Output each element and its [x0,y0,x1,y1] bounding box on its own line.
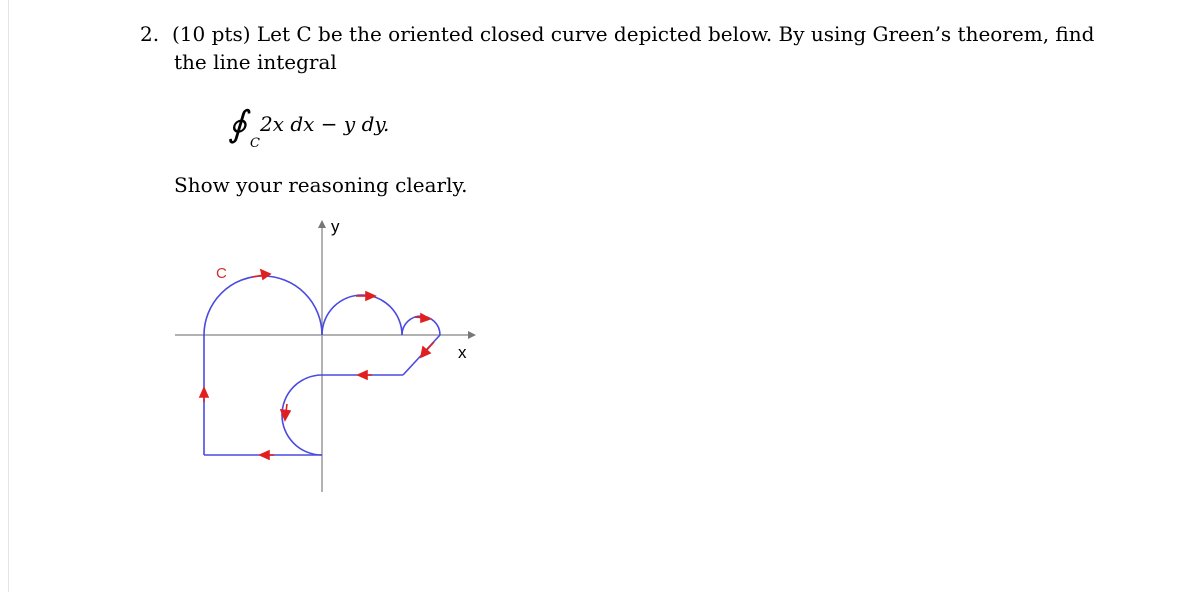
arrow-icon [260,451,274,459]
curve-figure [160,205,490,500]
arrow-icon [421,342,434,357]
y-axis-arrowhead [318,220,326,228]
contour-integral-sign: ∮ [228,104,247,145]
x-axis-arrowhead [468,331,476,339]
integral-subscript: C [250,136,260,151]
problem-line-2: the line integral [174,50,337,74]
problem-line-1 [140,20,1100,48]
y-axis-label: y [331,217,340,236]
line-integral [228,100,488,160]
left-margin-rule [8,0,9,592]
arrow-icon [252,270,270,279]
x-axis-label: x [458,343,467,362]
integrand: 2x dx − y dy. [260,112,390,136]
instruction-text: Show your reasoning clearly. [174,173,468,197]
arrow-icon [415,314,430,322]
arrow-icon [200,388,208,402]
problem-number: 2. [140,22,160,46]
arrow-icon [356,292,375,300]
arrow-icon [358,371,372,379]
problem-text: (10 pts) Let C be the oriented closed curve depicted below. By using Green’s theorem, find [172,22,1095,46]
problem-statement [140,20,1100,76]
curve-label: C [216,265,227,282]
curve-segment-large-arc [204,276,322,335]
curve-segment-medium-arc [322,295,402,335]
